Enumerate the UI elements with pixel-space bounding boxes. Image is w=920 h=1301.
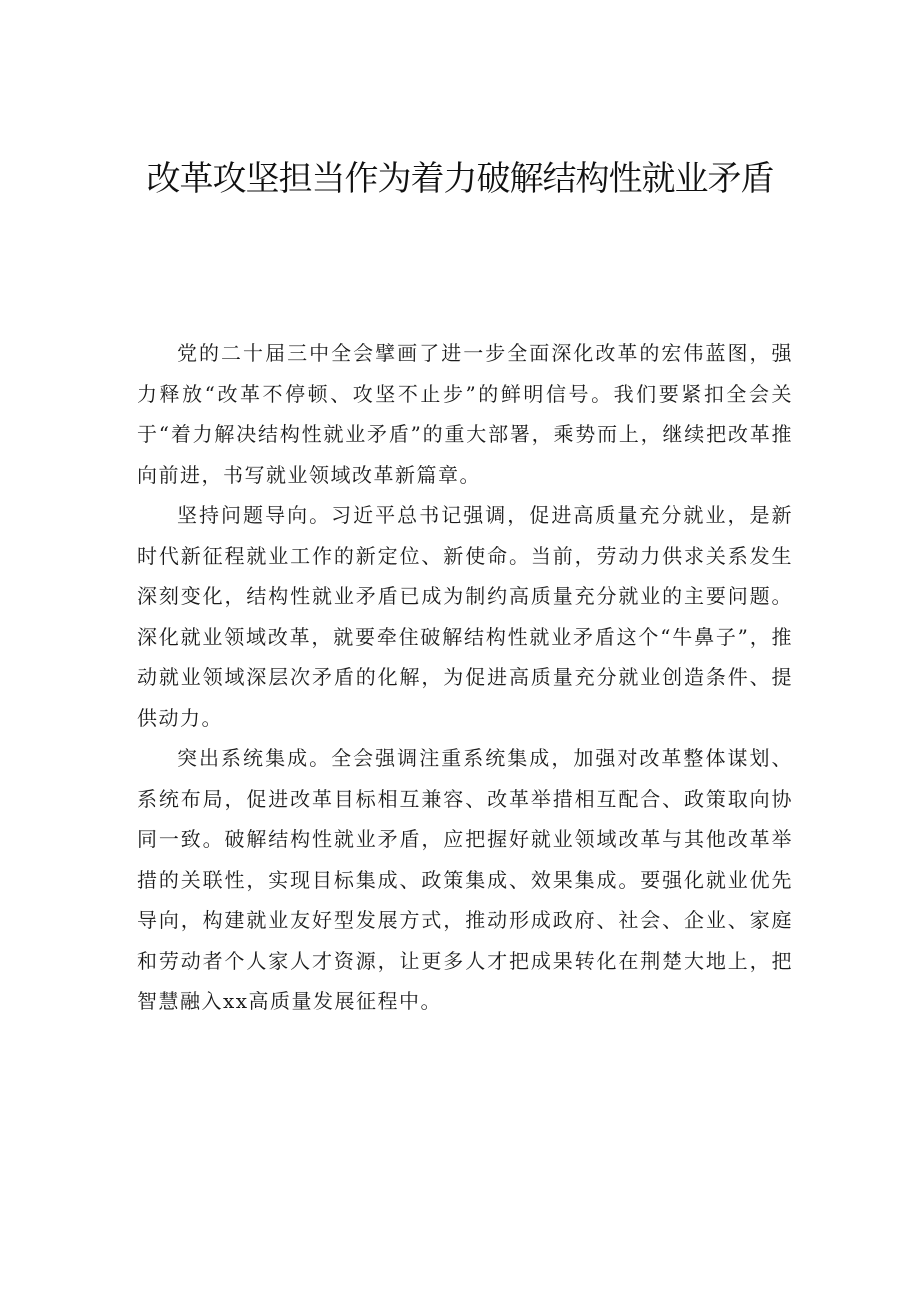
paragraph-system-integration: 突出系统集成。全会强调注重系统集成，加强对改革整体谋划、系统布局，促进改革目标相互兼容、改革举措相互配合、政策取向协同一致。破解结构性就业矛盾，应把握好就业领域改革与其他改革举措的关联性，实现目标集成、政策集成、效果集成。要强化就业优先导向，构建就业友好型发展方式，推动形成政府、社会、企业、家庭和劳动者个人家人才资源，让更多人才把成果转化在荆楚大地上，把智慧融入xx高质量发展征程中。: [137, 746, 793, 1013]
document-body: [137, 333, 793, 1022]
paragraph-intro: 党的二十届三中全会擘画了进一步全面深化改革的宏伟蓝图，强力释放“改革不停顿、攻坚不止步”的鲜明信号。我们要紧扣全会关于“着力解决结构性就业矛盾”的重大部署，乘势而上，继续把改革推向前进，书写就业领域改革新篇章。: [137, 341, 793, 487]
document-title: 改革攻坚担当作为着力破解结构性就业矛盾: [146, 159, 774, 199]
paragraph-problem-orientation: 坚持问题导向。习近平总书记强调，促进高质量充分就业，是新时代新征程就业工作的新定位、新使命。当前，劳动力供求关系发生深刻变化，结构性就业矛盾已成为制约高质量充分就业的主要问题。深化就业领域改革，就要牵住破解结构性就业矛盾这个“牛鼻子”，推动就业领域深层次矛盾的化解，为促进高质量充分就业创造条件、提供动力。: [137, 503, 793, 730]
